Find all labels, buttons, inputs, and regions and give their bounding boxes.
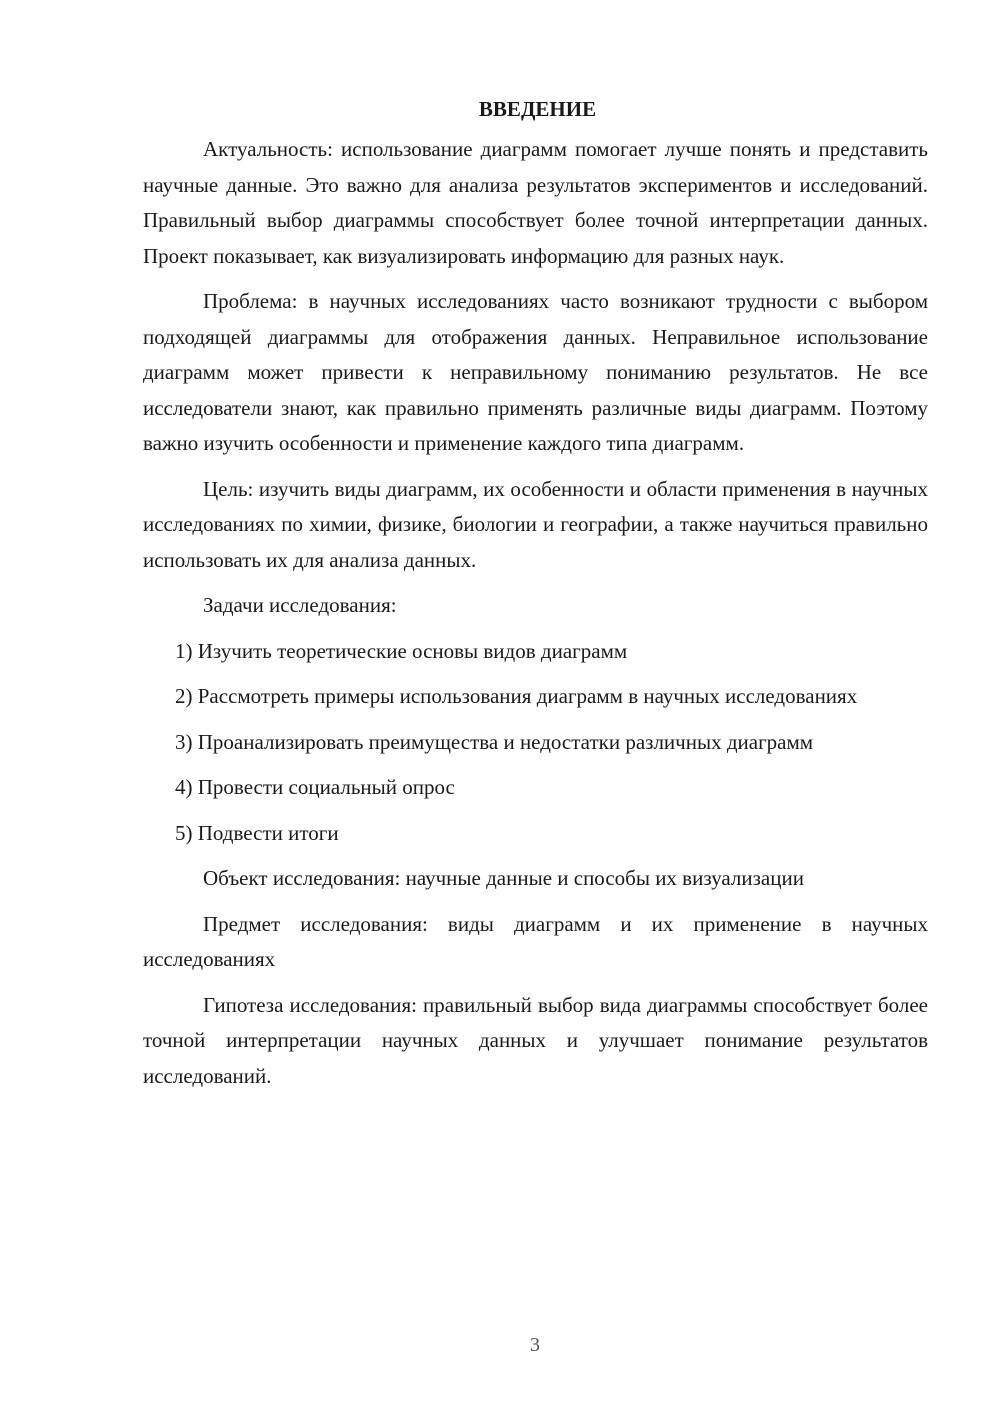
task-item: 1) Изучить теоретические основы видов диаграмм	[175, 638, 628, 663]
subject-paragraph: Предмет исследования: виды диаграмм и их применение в научных исследованиях	[143, 911, 928, 971]
page-title: ВВЕДЕНИЕ	[478, 97, 597, 121]
task-item: 3) Проанализировать преимущества и недостатки различных диаграмм	[175, 729, 814, 754]
task-item: 4) Провести социальный опрос	[175, 775, 455, 799]
document-page	[143, 92, 928, 1104]
task-item: 5) Подвести итоги	[175, 820, 339, 845]
goal-paragraph: Цель: изучить виды диаграмм, их особенности и области применения в научных исследованиях по химии, физике, биологии и географии, а также научиться правильно использовать их для анализа данных.	[143, 476, 928, 572]
task-item: 2) Рассмотреть примеры использования диаграмм в научных исследованиях	[175, 684, 858, 708]
problem-paragraph: Проблема: в научных исследованиях часто возникают трудности с выбором подходящей диаграммы для отображения данных. Неправильное использование диаграмм может привести к неправильному пониманию результатов. Не все исследователи знают, как правильно применять различные виды диаграмм. Поэтому важно изучить особенности и применение каждого типа диаграмм.	[143, 289, 928, 455]
relevance-paragraph: Актуальность: использование диаграмм помогает лучше понять и представить научные данные. Это важно для анализа результатов экспериментов и исследований. Правильный выбор диаграммы способствует более точной интерпретации данных. Проект показывает, как визуализировать информацию для разных наук.	[143, 137, 928, 268]
page-number: 3	[530, 1334, 540, 1356]
tasks-heading: Задачи исследования:	[203, 593, 397, 617]
object-paragraph: Объект исследования: научные данные и способы их визуализации	[203, 866, 804, 890]
hypothesis-paragraph: Гипотеза исследования: правильный выбор вида диаграммы способствует более точной интерпретации научных данных и улучшает понимание результатов исследований.	[143, 992, 928, 1088]
